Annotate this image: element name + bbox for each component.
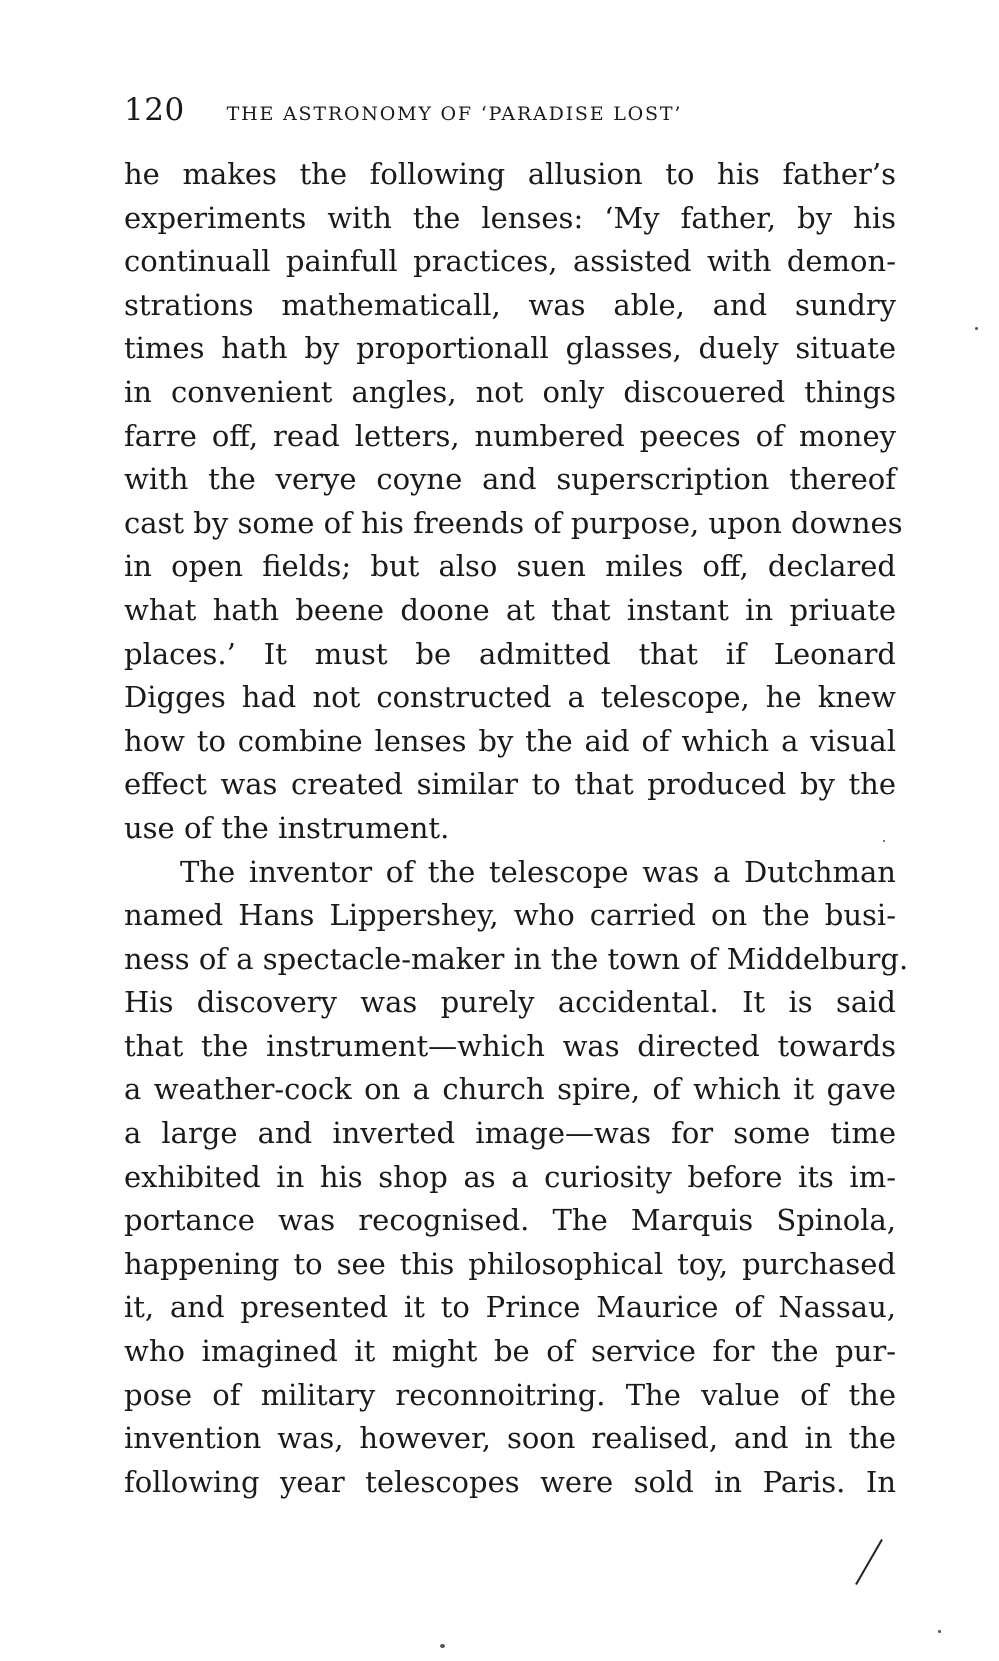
text-line: experiments with the lenses: ‘My father, by his (124, 200, 896, 235)
text-line: named Hans Lippershey, who carried on the busi- (124, 898, 896, 933)
text-line: following year telescopes were sold in Paris. In (124, 1464, 896, 1499)
text-line: that the instrument—which was directed towards (124, 1028, 896, 1063)
page-number: 120 (124, 92, 185, 128)
text-line: portance was recognised. The Marquis Spinola, (124, 1203, 896, 1238)
text-line: strations mathematicall, was able, and sundry (124, 287, 896, 322)
text-line: how to combine lenses by the aid of which a visual (124, 723, 896, 758)
running-title: THE ASTRONOMY OF ‘PARADISE LOST’ (226, 103, 683, 125)
text-line: he makes the following allusion to his father’s (124, 157, 896, 191)
text-line: what hath beene doone at that instant in priuate (124, 592, 896, 627)
text-line: His discovery was purely accidental. It is said (124, 985, 896, 1020)
text-line: farre off, read letters, numbered peeces of money (124, 418, 896, 453)
text-line: pose of military reconnoitring. The value of the (124, 1377, 896, 1412)
body-text (124, 153, 909, 1504)
text-line: Digges had not constructed a telescope, he knew (124, 680, 896, 715)
text-line: ness of a spectacle-maker in the town of Middelburg. (124, 941, 909, 976)
text-line: exhibited in his shop as a curiosity before its im- (124, 1159, 896, 1194)
paper-speck (975, 327, 978, 330)
paper-speck (938, 1630, 941, 1633)
text-line: continuall painfull practices, assisted with demon- (124, 244, 896, 279)
text-line: in open fields; but also suen miles off, declared (124, 549, 896, 584)
text-line: effect was created similar to that produced by the (124, 767, 896, 802)
text-line: a weather-cock on a church spire, of which it gave (124, 1072, 896, 1107)
text-line: with the verye coyne and superscription thereof (124, 462, 896, 497)
pencil-mark (855, 1539, 883, 1585)
text-line: who imagined it might be of service for the pur- (124, 1334, 896, 1369)
running-head (124, 92, 682, 128)
text-line: cast by some of his freends of purpose, upon downes (124, 505, 903, 540)
text-line: places.’ It must be admitted that if Leonard (124, 636, 896, 671)
paper-speck (883, 840, 885, 842)
text-line: The inventor of the telescope was a Dutchman (180, 854, 896, 889)
text-line: it, and presented it to Prince Maurice of Nassau, (124, 1290, 896, 1325)
text-line: a large and inverted image—was for some time (124, 1116, 896, 1151)
paper-speck (440, 1644, 445, 1648)
text-line: use of the instrument. (124, 810, 450, 845)
text-line: in convenient angles, not only discouered things (124, 374, 896, 409)
text-line: invention was, however, soon realised, and in the (124, 1421, 896, 1456)
text-line: happening to see this philosophical toy, purchased (124, 1246, 896, 1281)
text-line: times hath by proportionall glasses, duely situate (124, 331, 896, 366)
